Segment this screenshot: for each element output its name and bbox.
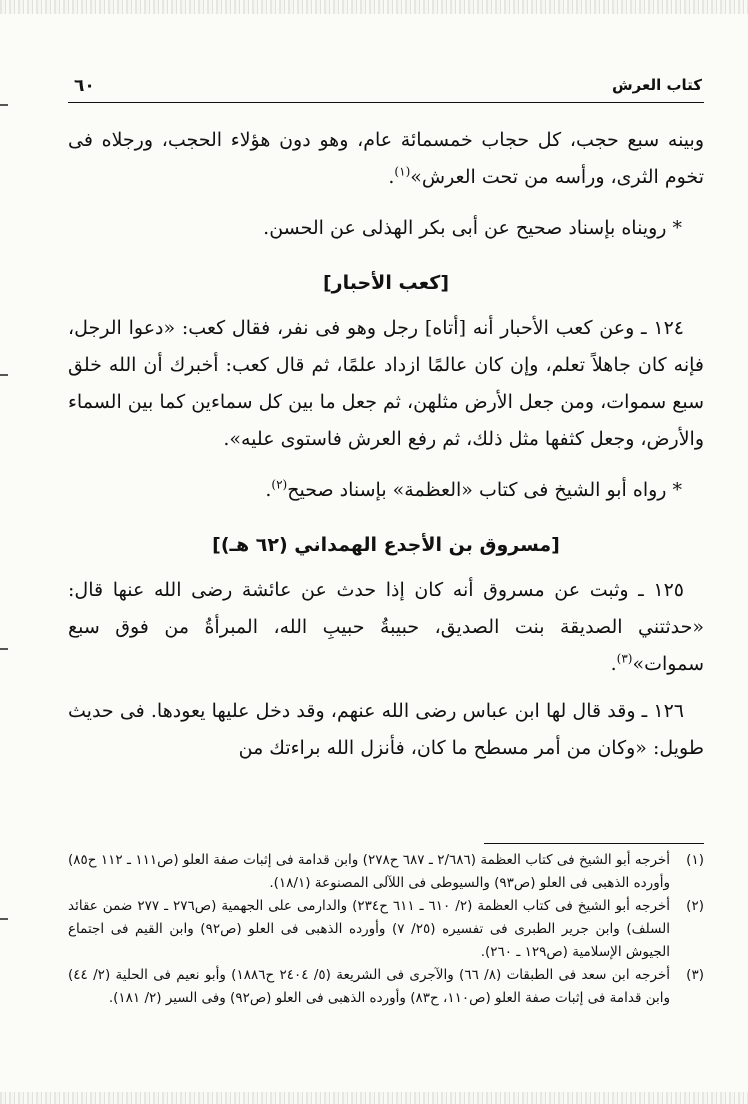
scan-artifact-bottom (0, 1092, 748, 1104)
page-number: ٦٠ (74, 76, 95, 96)
paragraph-text: وبينه سبع حجب، كل حجاب خمسمائة عام، وهو دون هؤلاء الحجب، ورجلاه فى تخوم الثرى، ورأسه من تحت العرش» (68, 129, 704, 188)
footnote-text: أخرجه ابن سعد فى الطبقات (٨/ ٦٦) والآجرى فى الشريعة (٥/ ٢٤٠٤ ح١٨٨٦) وأبو نعيم فى الحلية (٢/ ٤٤) وابن قدامة فى إثبات صفة العلو (ص١١٠، ح٨٣) وأورده الذهبى فى العلو (ص٩٢) وفى السير (٢/ ١٨١). (68, 967, 671, 1006)
footnote-3 (68, 964, 704, 1010)
paragraph-126: ١٢٦ ـ وقد قال لها ابن عباس رضى الله عنهم، وقد دخل عليها يعودها. فى حديث طويل: «وكان من أمر مسطح ما كان، فأنزل الله براءتك من (68, 700, 704, 759)
attribution-line: * رويناه بإسناد صحيح عن أبى بكر الهذلى عن الحسن. (263, 217, 682, 239)
paragraph-tail: . (388, 166, 395, 188)
footnote-ref-3: (٣) (616, 651, 633, 666)
scan-mark-left-3 (0, 648, 8, 650)
scan-artifact-top (0, 0, 748, 14)
book-page (68, 62, 704, 1062)
footnote-number: (٣) (686, 967, 704, 983)
section-heading-kaab: [كعب الأحبار] (322, 272, 450, 294)
paragraph-124: ١٢٤ ـ وعن كعب الأحبار أنه [أتاه] رجل وهو فى نفر، فقال كعب: «دعوا الرجل، فإنه كان جاهلاً تعلم، وإن كان عالمًا ازداد علمًا، ثم قال كعب: أخبرك أن الله خلق سبع سموات، ومن جعل الأرض مثلهن، ثم جعل ما بين كل سماءين كما بين السماء والأرض، وجعل كثفها مثل ذلك، ثم رفع العرش فاستوى عليه». (68, 317, 704, 450)
attribution-text: * رواه أبو الشيخ فى كتاب «العظمة» بإسناد صحيح (287, 479, 682, 501)
paragraph-125 (68, 572, 704, 683)
footnote-ref-1: (١) (394, 164, 411, 179)
footnote-2 (68, 895, 704, 964)
attribution-line (68, 472, 704, 509)
scan-mark-left-1 (0, 104, 8, 106)
footnote-1 (68, 849, 704, 895)
paragraph-text: ١٢٥ ـ وثبت عن مسروق أنه كان إذا حدث عن عائشة رضى الله عنها قال: «حدثتني الصديقة بنت الصديق، حبيبةُ حبيبِ الله، المبرأةُ من فوق سبع سموات» (68, 579, 704, 675)
scan-mark-left-2 (0, 374, 8, 376)
scan-mark-left-4 (0, 918, 8, 920)
header-rule (68, 102, 704, 103)
footnote-text: أخرجه أبو الشيخ فى كتاب العظمة (٢/ ٦١٠ ـ ٦١١ ح٢٣٤) والدارمى على الجهمية (ص٢٧٦ ـ ٢٧٧ ضمن عقائد السلف) وابن جرير الطبرى فى تفسيره (٢٥/ ٧) وأورده الذهبى فى العلو (ص٩٢) وابن القيم فى اجتماع الجيوش الإسلامية (ص١٢٩ ـ ٢٦٠). (68, 898, 671, 960)
footnote-text: أخرجه أبو الشيخ فى كتاب العظمة (٢/٦٨٦ ـ ٦٨٧ ح٢٧٨) وابن قدامة فى إثبات صفة العلو (ص١١١ ـ ١١٢ ح٨٥) وأورده الذهبى فى العلو (ص٩٣) والسيوطى فى اللآلى المصنوعة (١٨/١). (68, 852, 670, 891)
footnote-number: (٢) (686, 898, 704, 914)
footnote-ref-2: (٢) (271, 477, 288, 492)
section-heading-masruq: [مسروق بن الأجدع الهمداني (٦٢ هـ)] (212, 534, 560, 556)
continued-paragraph (68, 122, 704, 196)
main-text (68, 122, 704, 767)
attribution-tail: . (265, 479, 272, 501)
footnotes (68, 849, 704, 1010)
running-head-title: كتاب العرش (611, 76, 702, 94)
running-head (68, 76, 704, 100)
footnote-rule (484, 843, 704, 844)
paragraph-tail: . (610, 653, 617, 675)
footnote-number: (١) (686, 852, 704, 868)
